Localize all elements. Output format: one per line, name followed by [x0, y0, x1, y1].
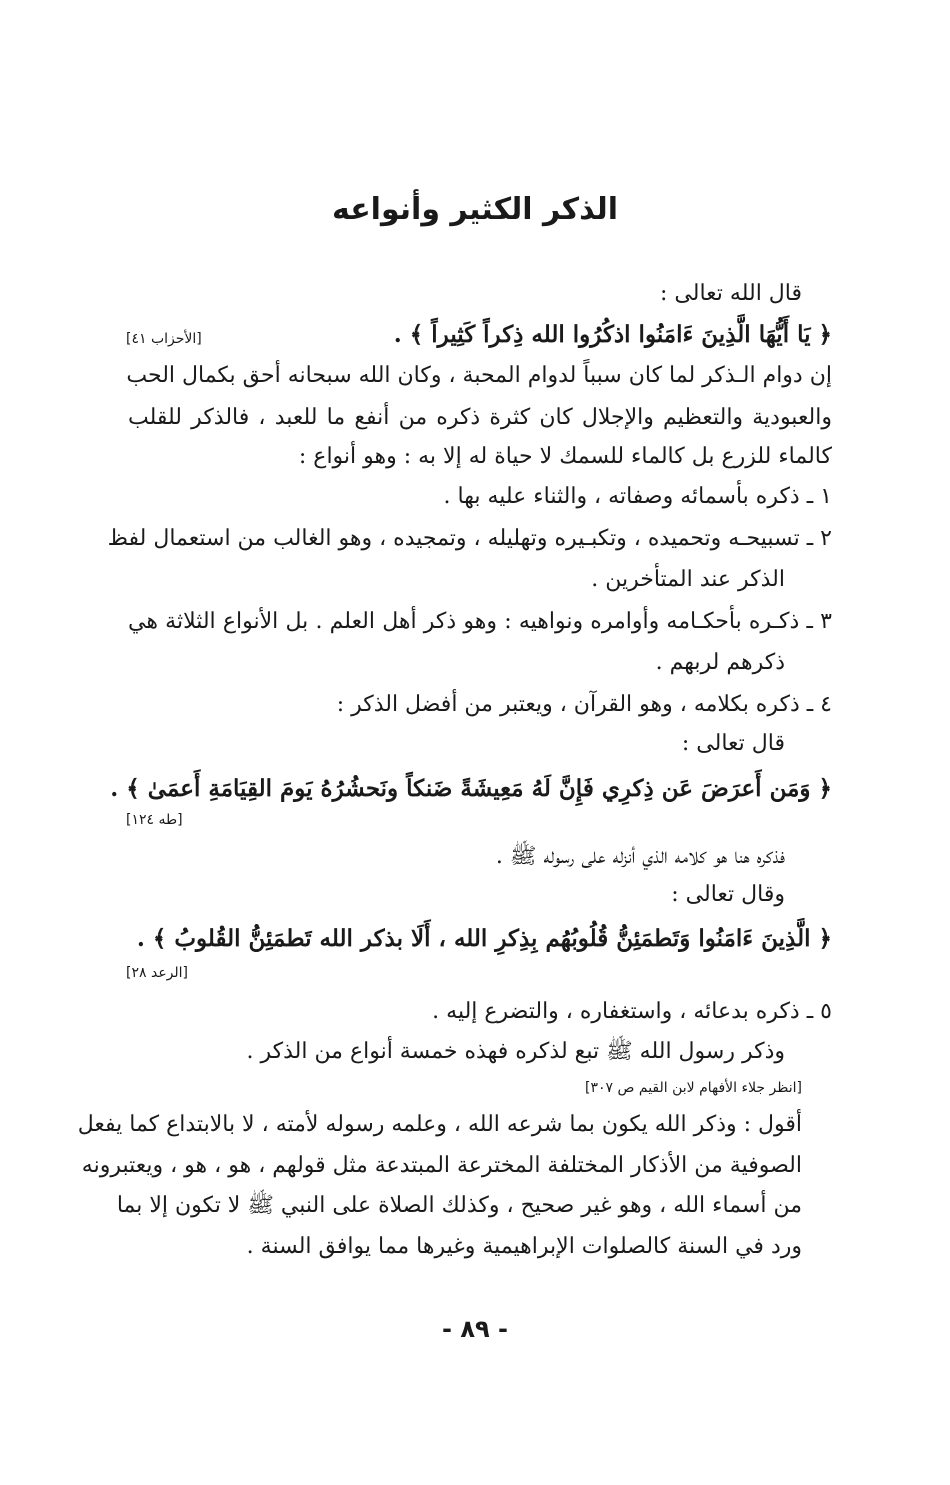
text-line: والعبودية والتعظيم والإجلال كان كثرة ذكره من أنفع ما للعبد ، فالذكر للقلب	[128, 405, 832, 430]
verse-reference: [الرعد ٢٨]	[126, 965, 189, 981]
list-item: ١ ـ ذكره بأسمائه وصفاته ، والثناء عليه بها .	[443, 484, 832, 509]
text-line: أقول : وذكر الله يكون بما شرعه الله ، وعلمه رسوله لأمته ، لا بالابتداع كما يفعل	[77, 1112, 802, 1137]
list-item: ٣ ـ ذكـره بأحكـامه وأوامره ونواهيه : وهو ذكر أهل العلم . بل الأنواع الثلاثة هي	[128, 609, 832, 634]
verse-reference: [الأحزاب ٤١]	[126, 331, 202, 347]
text-line: قال تعالى :	[681, 731, 785, 756]
quran-verse: ﴿ الَّذِينَ ءَامَنُوا وَتَطمَئِنُّ قُلُوبُهُم بِذِكرِ الله ، أَلَا بذكر الله تَطمَئِنُّ القُلوبُ ﴾ .	[136, 925, 832, 952]
list-item: ٢ ـ تسبيحـه وتحميده ، وتكبـيره وتهليله ، وتمجيده ، وهو الغالب من استعمال لفظ	[107, 526, 832, 551]
text-line: الصوفية من الأذكار المختلفة المخترعة المبتدعة مثل قولهم ، هو ، هو ، ويعتبرونه	[81, 1153, 802, 1178]
source-reference: [انظر جلاء الأفهام لابن القيم ص ٣٠٧]	[585, 1080, 802, 1096]
text-line: وذكر رسول الله ﷺ تبع لذكره فهذه خمسة أنواع من الذكر .	[246, 1039, 785, 1064]
text-line: ورد في السنة كالصلوات الإبراهيمية وغيرها مما يوافق السنة .	[246, 1234, 802, 1259]
page-title: الذكر الكثير وأنواعه	[332, 192, 618, 227]
list-item-continuation: الذكر عند المتأخرين .	[591, 567, 785, 592]
list-item: ٥ ـ ذكره بدعائه ، واستغفاره ، والتضرع إليه .	[432, 999, 832, 1024]
text-line: من أسماء الله ، وهو غير صحيح ، وكذلك الصلاة على النبي ﷺ لا تكون إلا بما	[116, 1193, 802, 1218]
text-line: قال الله تعالى :	[660, 281, 802, 306]
quran-verse: ﴿ يَا أَيُّهَا الَّذِينَ ءَامَنُوا اذكُرُوا الله ذِكراً كَثِيراً ﴾ .	[393, 321, 832, 348]
text-line: إن دوام الـذكر لما كان سبباً لدوام المحبة ، وكان الله سبحانه أحق بكمال الحب	[126, 363, 832, 388]
verse-reference: [طه ١٢٤]	[126, 812, 183, 828]
page-number: - ٨٩ -	[442, 1315, 508, 1343]
text-line: كالماء للزرع بل كالماء للسمك لا حياة له إلا به : وهو أنواع :	[298, 444, 832, 469]
text-line: فذكره هنا هو كلامه الذي أنزله على رسوله ﷺ .	[495, 844, 785, 869]
list-item-continuation: ذكرهم لربهم .	[655, 650, 785, 675]
quran-verse: ﴿ وَمَن أَعرَضَ عَن ذِكرِي فَإِنَّ لَهُ مَعِيشَةً ضَنكاً ونَحشُرُهُ يَومَ القِيَامَةِ أَعمَىٰ ﴾ .	[110, 775, 832, 802]
list-item: ٤ ـ ذكره بكلامه ، وهو القرآن ، ويعتبر من أفضل الذكر :	[336, 692, 832, 717]
text-line: وقال تعالى :	[671, 882, 785, 907]
